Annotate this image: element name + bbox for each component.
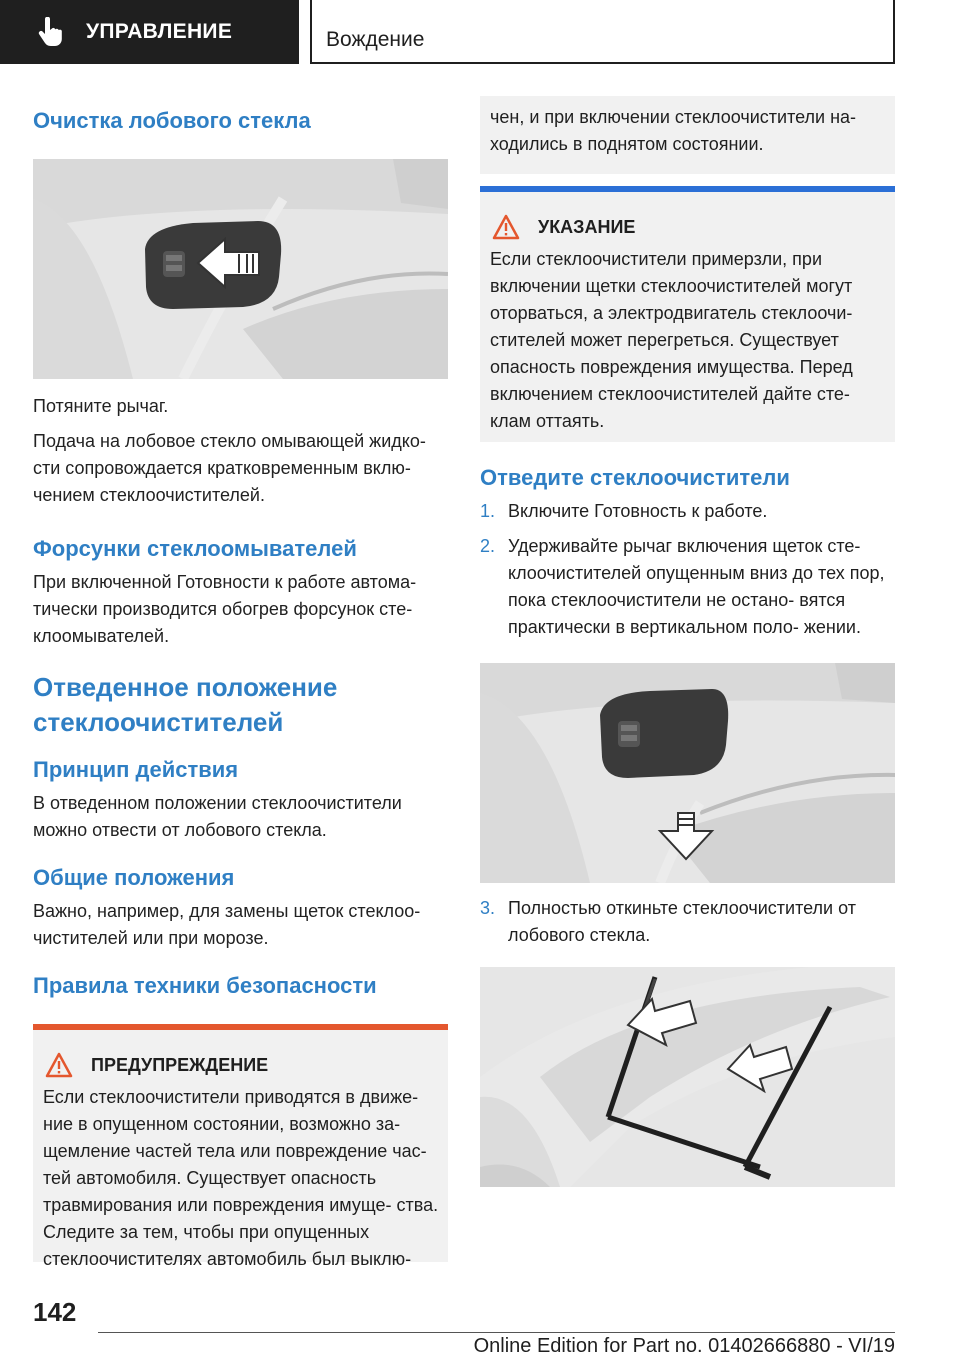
heading-safety: Правила техники безопасности	[33, 973, 377, 998]
step-number: 3.	[480, 898, 496, 918]
header-divider	[893, 0, 895, 64]
heading-general: Общие положения	[33, 865, 235, 890]
paragraph-nozzle-heating: При включенной Готовности к работе автома- тически производится обогрев форсунок сте- клоомывателей.	[33, 572, 417, 646]
paragraph-washer-feed: Подача на лобовое стекло омывающей жидко- сти сопровождается кратковременным вклю- чением стеклоочистителей.	[33, 431, 426, 505]
step-number: 1.	[480, 501, 496, 521]
warning-header	[33, 1030, 448, 1078]
heading-fold-wipers: Отведите стеклоочистители	[480, 465, 790, 490]
notice-title: УКАЗАНИЕ	[538, 216, 636, 237]
warning-box	[33, 1024, 448, 1269]
step-text: Полностью откиньте стеклоочистители от лобового стекла.	[508, 898, 856, 945]
notice-header	[480, 192, 895, 240]
section-tab	[0, 0, 299, 64]
steps-list	[480, 895, 895, 949]
right-column	[480, 96, 895, 1187]
left-column	[33, 95, 448, 1269]
list-item	[480, 895, 895, 949]
list-item	[480, 533, 895, 641]
warning-title: ПРЕДУПРЕЖДЕНИЕ	[91, 1054, 269, 1075]
paragraph-principle: В отведенном положении стеклоочистители можно отвести от лобового стекла.	[33, 793, 402, 840]
heading-washer-nozzles: Форсунки стеклоомывателей	[33, 536, 357, 561]
subsection-title: Вождение	[326, 28, 425, 51]
list-item	[480, 498, 895, 525]
figure-wiper-lever-down	[480, 663, 895, 883]
warning-text: Если стеклоочистители приводятся в движе- ние в опущенном состоянии, возможно за- щемление частей тела или повреждение час- тей автомобиля. Существует опасность травмирования или повреждения имуще- ства. Следите за тем, чтобы при опущенных стеклоочистителях автомобиль был выклю-	[43, 1087, 439, 1269]
notice-triangle-icon	[492, 214, 520, 240]
warning-continuation	[480, 96, 895, 174]
hand-pointer-icon	[36, 17, 64, 47]
footer-line	[98, 1332, 895, 1333]
paragraph-general: Важно, например, для замены щеток стеклоо- чистителей или при морозе.	[33, 901, 421, 948]
footer-edition: Online Edition for Part no. 01402666880 - VI/19	[473, 1335, 895, 1357]
paragraph-pull-lever: Потяните рычаг.	[33, 396, 169, 416]
heading-windshield-cleaning: Очистка лобового стекла	[33, 108, 311, 133]
notice-box	[480, 186, 895, 442]
step-number: 2.	[480, 536, 496, 556]
section-title: УПРАВЛЕНИЕ	[86, 20, 233, 43]
heading-principle: Принцип действия	[33, 757, 239, 782]
page-header	[0, 0, 960, 64]
step-text: Удерживайте рычаг включения щеток сте- клоочистителей опущенным вниз до тех пор, пока стеклоочистители не остано- вятся практически в вертикальном поло- жении.	[508, 536, 885, 637]
page-number: 142	[33, 1297, 77, 1327]
figure-wipers-folded	[480, 967, 895, 1187]
warning-triangle-icon	[45, 1052, 73, 1078]
header-divider	[310, 0, 312, 64]
figure-wiper-lever-pull	[33, 159, 448, 379]
warning-continuation-text: чен, и при включении стеклоочистители на- ходились в поднятом состоянии.	[490, 107, 857, 154]
step-text: Включите Готовность к работе.	[508, 501, 768, 521]
notice-text: Если стеклоочистители примерзли, при включении щетки стеклоочистителей могут оторваться, а электродвигатель стеклоочи- стителей может перегреться. Существует опасность повреждения имущества. Перед включением стеклоочистителей дайте сте- клам оттаять.	[490, 249, 853, 431]
header-underline	[310, 62, 895, 64]
steps-list	[480, 498, 895, 641]
heading-fold-out-position: Отведенное положение стеклоочистителей	[33, 672, 338, 737]
